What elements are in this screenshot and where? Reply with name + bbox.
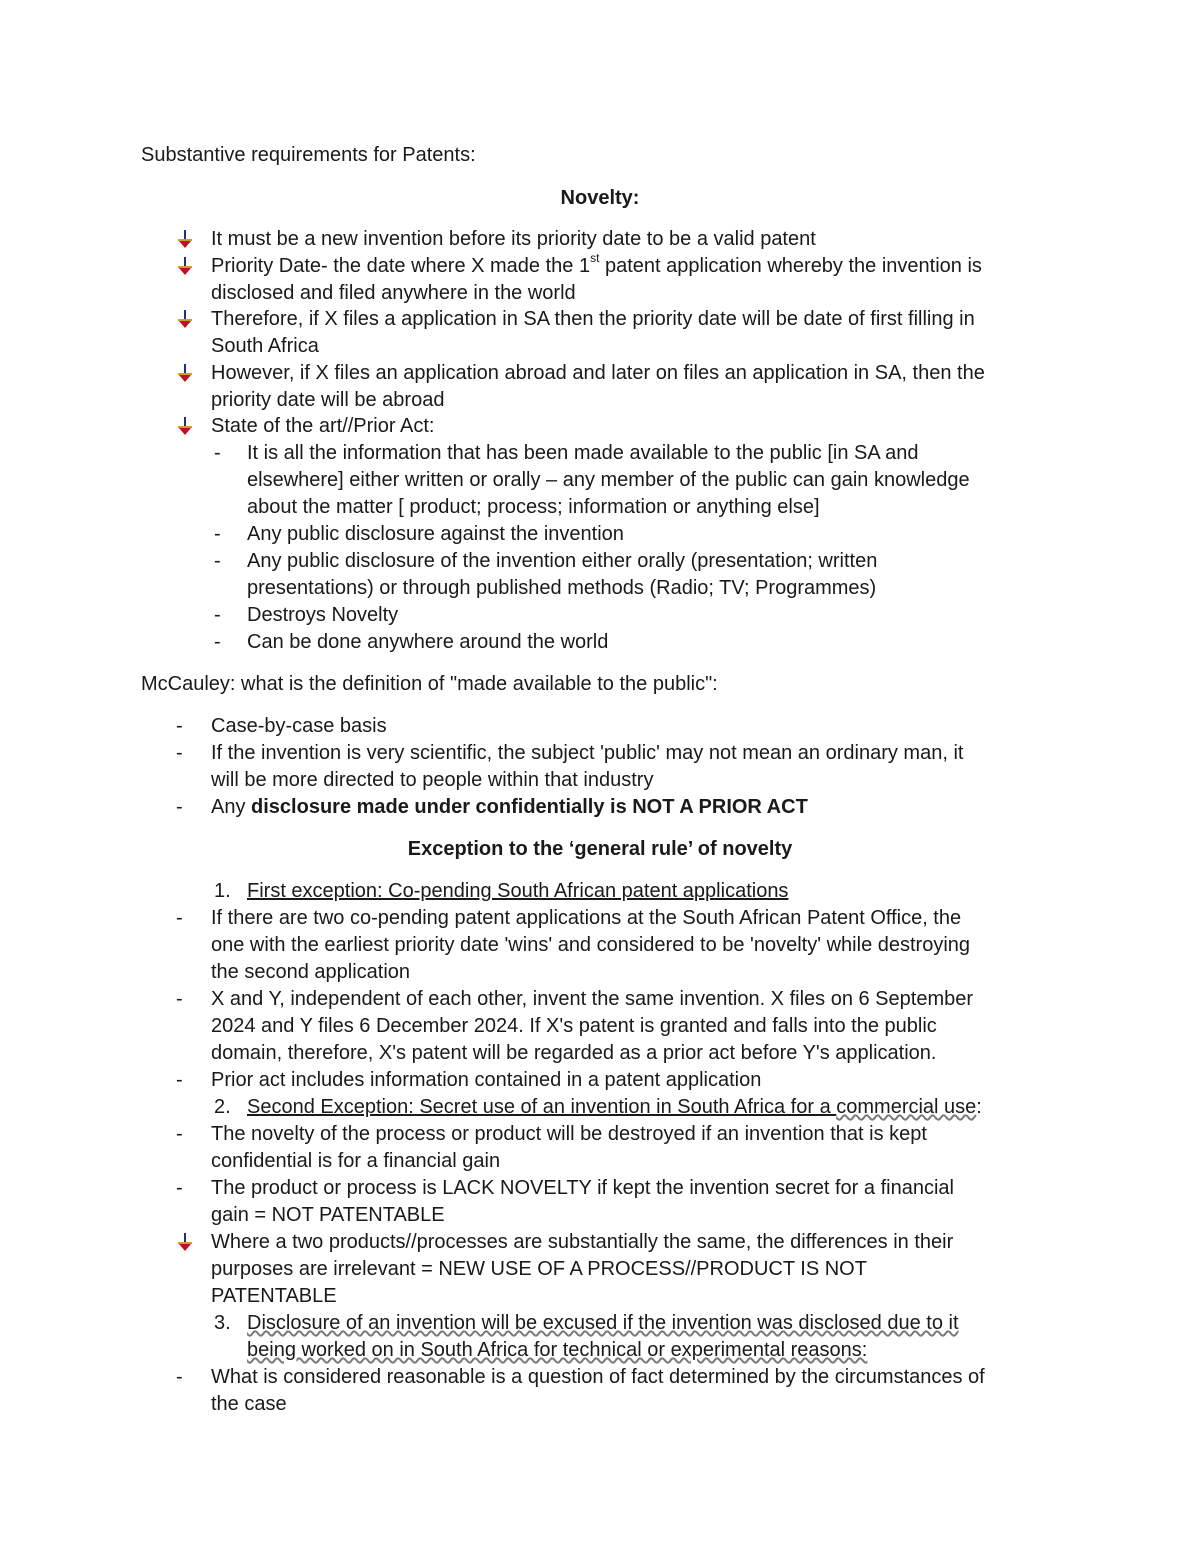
dash-marker: - xyxy=(176,796,183,818)
exception-1-item-1-cont: one with the earliest priority date 'wins' and considered to be 'novelty' while destroying xyxy=(211,934,971,956)
state-art-item-1-cont: elsewhere] either written or orally – any member of the public can gain knowledge xyxy=(247,469,970,491)
arrow-bullet-icon xyxy=(176,309,194,329)
exception-2-item-1-cont: confidential is for a financial gain xyxy=(211,1150,501,1172)
exception-2-title: Second Exception: Secret use of an invention in South Africa for a commercial use: xyxy=(247,1096,982,1118)
mccauley-item-2: If the invention is very scientific, the subject 'public' may not mean an ordinary man, it xyxy=(211,742,964,764)
mccauley-item-2-cont: will be more directed to people within that industry xyxy=(211,769,654,791)
novelty-bullet-3: Therefore, if X files a application in SA then the priority date will be date of first filling in xyxy=(211,308,975,330)
state-art-item-2: Any public disclosure against the invention xyxy=(247,523,624,545)
dash-marker: - xyxy=(214,550,221,572)
exception-2-number: 2. xyxy=(214,1096,231,1118)
dash-marker: - xyxy=(176,715,183,737)
dash-marker: - xyxy=(214,442,221,464)
state-art-item-3: Any public disclosure of the invention either orally (presentation; written xyxy=(247,550,878,572)
exception-2-item-1: The novelty of the process or product will be destroyed if an invention that is kept xyxy=(211,1123,927,1145)
dash-marker: - xyxy=(214,523,221,545)
dash-marker: - xyxy=(176,1069,183,1091)
state-art-item-3-cont: presentations) or through published methods (Radio; TV; Programmes) xyxy=(247,577,877,599)
exception-3-title: Disclosure of an invention will be excused if the invention was disclosed due to it xyxy=(247,1312,959,1334)
exception-2-bullet: Where a two products//processes are substantially the same, the differences in their xyxy=(211,1231,954,1253)
arrow-bullet-icon xyxy=(176,363,194,383)
mccauley-heading: McCauley: what is the definition of "made available to the public": xyxy=(141,673,718,695)
dash-marker: - xyxy=(176,742,183,764)
state-art-item-1: It is all the information that has been made available to the public [in SA and xyxy=(247,442,919,464)
exception-3-title-cont: being worked on in South Africa for technical or experimental reasons: xyxy=(247,1339,868,1361)
exception-1-item-2-cont: 2024 and Y files 6 December 2024. If X's patent is granted and falls into the public xyxy=(211,1015,937,1037)
dash-marker: - xyxy=(214,604,221,626)
arrow-bullet-icon xyxy=(176,1232,194,1252)
exception-3-number: 3. xyxy=(214,1312,231,1334)
exception-1-item-3: Prior act includes information contained in a patent application xyxy=(211,1069,762,1091)
exception-title: Exception to the ‘general rule’ of novelty xyxy=(407,838,793,860)
dash-marker: - xyxy=(176,907,183,929)
novelty-bullet-4: However, if X files an application abroad and later on files an application in SA, then the xyxy=(211,362,985,384)
exception-1-number: 1. xyxy=(214,880,231,902)
mccauley-item-3: Any disclosure made under confidentially is NOT A PRIOR ACT xyxy=(211,796,808,818)
exception-3-item-1-cont: the case xyxy=(211,1393,287,1415)
exception-1-title: First exception: Co-pending South African patent applications xyxy=(247,880,789,902)
mccauley-item-1: Case-by-case basis xyxy=(211,715,387,737)
novelty-bullet-2-cont: disclosed and filed anywhere in the world xyxy=(211,282,576,304)
dash-marker: - xyxy=(176,1366,183,1388)
exception-1-item-2: X and Y, independent of each other, invent the same invention. X files on 6 September xyxy=(211,988,974,1010)
exception-2-item-2: The product or process is LACK NOVELTY if kept the invention secret for a financial xyxy=(211,1177,954,1199)
state-art-item-5: Can be done anywhere around the world xyxy=(247,631,609,653)
exception-2-bullet-cont: purposes are irrelevant = NEW USE OF A PROCESS//PRODUCT IS NOT xyxy=(211,1258,867,1280)
arrow-bullet-icon xyxy=(176,229,194,249)
dash-marker: - xyxy=(176,1177,183,1199)
exception-2-bullet-cont: PATENTABLE xyxy=(211,1285,337,1307)
state-art-item-4: Destroys Novelty xyxy=(247,604,399,626)
exception-2-item-2-cont: gain = NOT PATENTABLE xyxy=(211,1204,445,1226)
exception-1-item-2-cont: domain, therefore, X's patent will be regarded as a prior act before Y's application. xyxy=(211,1042,937,1064)
exception-1-item-1-cont: the second application xyxy=(211,961,411,983)
novelty-bullet-5: State of the art//Prior Act: xyxy=(211,415,435,437)
dash-marker: - xyxy=(176,988,183,1010)
arrow-bullet-icon xyxy=(176,416,194,436)
dash-marker: - xyxy=(214,631,221,653)
novelty-title: Novelty: xyxy=(560,187,640,209)
novelty-bullet-3-cont: South Africa xyxy=(211,335,319,357)
exception-1-item-1: If there are two co-pending patent applications at the South African Patent Office, the xyxy=(211,907,962,929)
state-art-item-1-cont: about the matter [ product; process; information or anything else] xyxy=(247,496,820,518)
arrow-bullet-icon xyxy=(176,256,194,276)
novelty-bullet-1: It must be a new invention before its priority date to be a valid patent xyxy=(211,228,816,250)
novelty-bullet-2: Priority Date- the date where X made the 1st patent application whereby the invention is xyxy=(211,251,982,277)
novelty-bullet-4-cont: priority date will be abroad xyxy=(211,389,445,411)
document-heading: Substantive requirements for Patents: xyxy=(141,144,476,166)
dash-marker: - xyxy=(176,1123,183,1145)
exception-3-item-1: What is considered reasonable is a question of fact determined by the circumstances of xyxy=(211,1366,985,1388)
